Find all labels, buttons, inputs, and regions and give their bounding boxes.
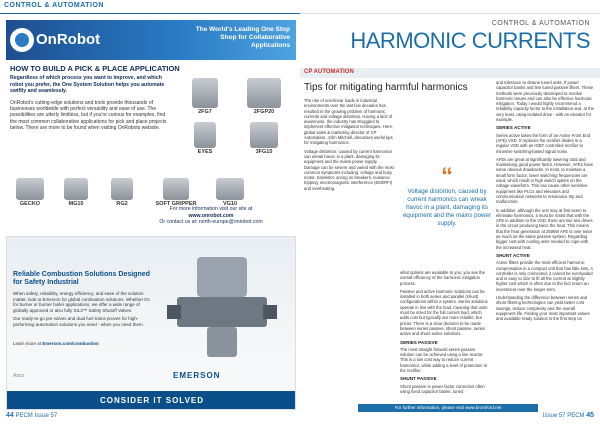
paragraph: Series active takes the form of an Active Front End (AFE) VSD. It replaces the rectifier diodes in a regular VSD with an IGBT controlled rectifier to minimise switching-based signal noise.	[496, 132, 591, 154]
category-label: CP AUTOMATION	[304, 69, 354, 75]
paragraph: Shunt passive is power factor correction often using fixed capacitor banks, tuned	[400, 383, 485, 394]
emerson-cta: CONSIDER IT SOLVED	[99, 396, 205, 405]
onrobot-contact	[136, 206, 286, 226]
product-name: RG2	[116, 201, 128, 207]
paragraph: Active filters provide the most efficient harmonic compensation in a compact unit that has little loss. A controller is only connected, it cannot be overloaded and is easy to size to fit all the current at slightly higher cost which is often due to the fact return an investment over the longer term.	[496, 260, 593, 292]
subheading: SERIES ACTIVE	[496, 125, 531, 131]
paragraph: In addition, although the unit may at first seem to eliminate harmonics, it must be noted that with the AFE in addition to the VSD, there are two two drives in the circuit producing twice the heat. This means that the heat generation at 250kW AFE is over twice as much as the same passive system. Regarding bigger cost with cooling units needed to cope with the increased heat.	[496, 207, 593, 250]
paragraph: and tolerance to detune tuned units. If power capacitor banks and line tuned passive filters. These methods were previously developed to resolve harmonic issues and can also be effective harmonic mitigation. Today I would highly recommend a reliability capacity factor to the installation and, at the very least, using isolated drive - with an elevator for example.	[496, 80, 594, 123]
left-page-footer	[6, 412, 57, 419]
right-magazine-name: PECM	[567, 413, 585, 419]
left-issue: Issue 57	[34, 413, 58, 419]
product-mg10	[56, 178, 96, 207]
product-name: MG10	[68, 201, 84, 207]
onrobot-ad	[6, 20, 296, 232]
right-page-footer	[543, 412, 594, 419]
onrobot-ad-subtitle: Regardless of which process you want to improve, and which robot you prefer, the One System Solution helps you automate swiftly and seamlessly.	[10, 75, 165, 94]
category-bar	[300, 68, 600, 78]
onrobot-ad-body: OnRobot's cutting-edge solutions and tools provide thousands of businesses worldwide with perfect versatility and ease of use. The possibilities are utterly limitless, but if you're curious for examples, find the most common collaborative applications for pick and place projects below. There are more to be found when visiting OnRobots website.	[10, 100, 167, 131]
product-2fgp20	[236, 78, 292, 115]
product-image	[216, 178, 244, 200]
product-image	[250, 122, 278, 148]
pull-quote	[400, 163, 494, 268]
contact-lead: For more information visit our site at	[169, 206, 253, 212]
emerson-ad-text	[13, 291, 151, 328]
right-issue: Issue 57	[542, 413, 566, 419]
product-3fg15	[236, 122, 292, 155]
paragraph: The rise of non-linear loads in industrial environments over the last few decades has resulted in the growing problem of harmonic currents and voltage distortion. Having a lack of awareness, the industry has struggled to implement effective mitigation techniques. Here, global sales & marketing director of CP Automation, John Mitchell, discusses useful tips for mitigating harmonics.	[304, 98, 394, 146]
product-name: 3FG15	[255, 149, 273, 155]
left-magazine-name: PECM	[15, 413, 33, 419]
article-headline: Tips for mitigating harmful harmonics	[304, 82, 468, 93]
paragraph: Passive and active harmonic solutions can be installed in both series and parallel (shunt) configurations within a system. Series solutions operate in line with the load, meaning that units must be sized for the full current load, which adds cost but typically are more reliable, but pricier. There is a clear decision to be made between series passive, shunt passive, series active and shunt active solutions.	[400, 288, 488, 337]
product-name: 2FG7	[198, 109, 212, 115]
left-page-number: 44	[6, 412, 14, 419]
emerson-ad-paragraph: When safety, reliability, energy efficiency, and ease of the solution matter, look to Emerson for global combustion solutions. Whether it's for burner or burner boiler applications, we offer a wide range of globally approved or also fully SIL3™ Safety Shutoff Valves.	[13, 291, 150, 313]
onrobot-logo-icon	[10, 28, 34, 52]
pull-quote-text: Voltage distortion, caused by current harmonics can wreak havoc in a plant, damaging its equipment and the mains power supply.	[402, 188, 492, 227]
product-image	[194, 122, 216, 148]
emerson-link[interactable]: Emerson.com/combustion	[42, 341, 99, 346]
product-2fg7	[180, 78, 230, 115]
product-image	[16, 178, 44, 200]
product-image	[247, 78, 281, 108]
paragraph: Understanding the difference between series and shunt filtering technologies can yield better cost savings, reduce complexity and the overall equipment life. Finding your most important values and available ready solution is the first step on	[496, 294, 590, 322]
onrobot-ad-title: HOW TO BUILD A PICK & PLACE APPLICATION	[10, 64, 180, 73]
emerson-cta-bar	[7, 391, 296, 410]
onrobot-products	[10, 60, 296, 230]
quote-mark-icon: “	[441, 163, 453, 190]
asco-brand: Asco	[13, 373, 25, 379]
paragraph: what options are available to you, you see the overall efficiency of the harmonic mitigation process.	[400, 270, 485, 286]
product-image	[111, 178, 133, 200]
emerson-ad-link-line	[13, 341, 99, 346]
subheading: SHUNT PASSIVE	[400, 376, 437, 382]
contact-url[interactable]: www.onrobot.com	[188, 212, 234, 219]
product-name: 2FGP20	[253, 109, 275, 115]
footer-link[interactable]: For further information, please visit www.bromford.net	[394, 405, 502, 410]
article-column-3	[496, 80, 594, 324]
paragraph: The most straight forward series passive solution can be achieved using a line reactor. This is a low cost way to reduce current harmonics, while adding a level of protection to the rectifier.	[400, 346, 488, 374]
article-title: HARMONIC CURRENTS	[350, 28, 590, 53]
emerson-ad-title: Reliable Combustion Solutions Designed for Safety Industrial	[13, 271, 150, 286]
onrobot-ad-header	[6, 20, 296, 60]
right-page-number: 45	[586, 412, 594, 419]
footer-link-bar	[358, 404, 538, 412]
emerson-link-lead: Learn more at	[13, 341, 42, 346]
product-name: VG10	[222, 201, 238, 207]
valve-device-image	[167, 247, 277, 367]
onrobot-logo	[10, 26, 101, 54]
subheading: SERIES PASSIVE	[400, 339, 438, 345]
product-name: SOFT GRIPPER	[155, 201, 197, 207]
emerson-ad-paragraph-2: Our ready-to-go pre valves and dual fuel trains proves for high-performing automation solutions you need - when you need them.	[13, 316, 144, 327]
article-column-1	[304, 98, 394, 194]
product-image	[163, 178, 189, 200]
product-name: EYES	[197, 149, 213, 155]
product-rg2	[102, 178, 142, 207]
product-soft-gripper	[146, 178, 206, 207]
right-section-label: CONTROL & AUTOMATION	[491, 20, 590, 27]
product-image	[64, 178, 88, 200]
paragraph: Voltage distortion, caused by current harmonics can wreak havoc in a plant, damaging its equipment and the mains power supply. Damage can be severe and varied with the most common symptoms including: voltage and busy motor, transistor, arcing on breakers, nuisance tripping, electromagnetic interference (EMI/RFI) and overheating.	[304, 148, 394, 191]
left-section-label: CONTROL & AUTOMATION	[4, 2, 104, 9]
product-gecko	[10, 178, 50, 207]
product-vg10	[210, 178, 250, 207]
product-image	[192, 78, 218, 108]
onrobot-tagline: The World's Leading One Stop Shop for Collaborative Applications	[195, 26, 290, 49]
article-column-2	[400, 270, 490, 397]
product-name: GECKO	[19, 201, 41, 207]
left-page-header	[0, 0, 300, 14]
subheading: SHUNT ACTIVE	[496, 252, 530, 258]
emerson-logo: EMERSON	[173, 371, 221, 380]
right-page-header	[300, 0, 600, 14]
paragraph: AFEs are great at significantly lowering total and maintaining good power factor. However, AFEs have some obvious drawbacks. In most, to maintain a small form factor, lower switching frequencies are used, which result in high switch spikes on the voltage waveform. This can cause other sensitive equipment like PLCs and elevators and communication networks to resonance trip and malfunction.	[496, 156, 594, 205]
onrobot-logo-text: OnRobot	[36, 31, 101, 48]
emerson-ad	[6, 236, 296, 410]
contact-email[interactable]: Or contact us at: north-europe@onrobot.com	[159, 219, 263, 225]
product-eyes	[180, 122, 230, 155]
